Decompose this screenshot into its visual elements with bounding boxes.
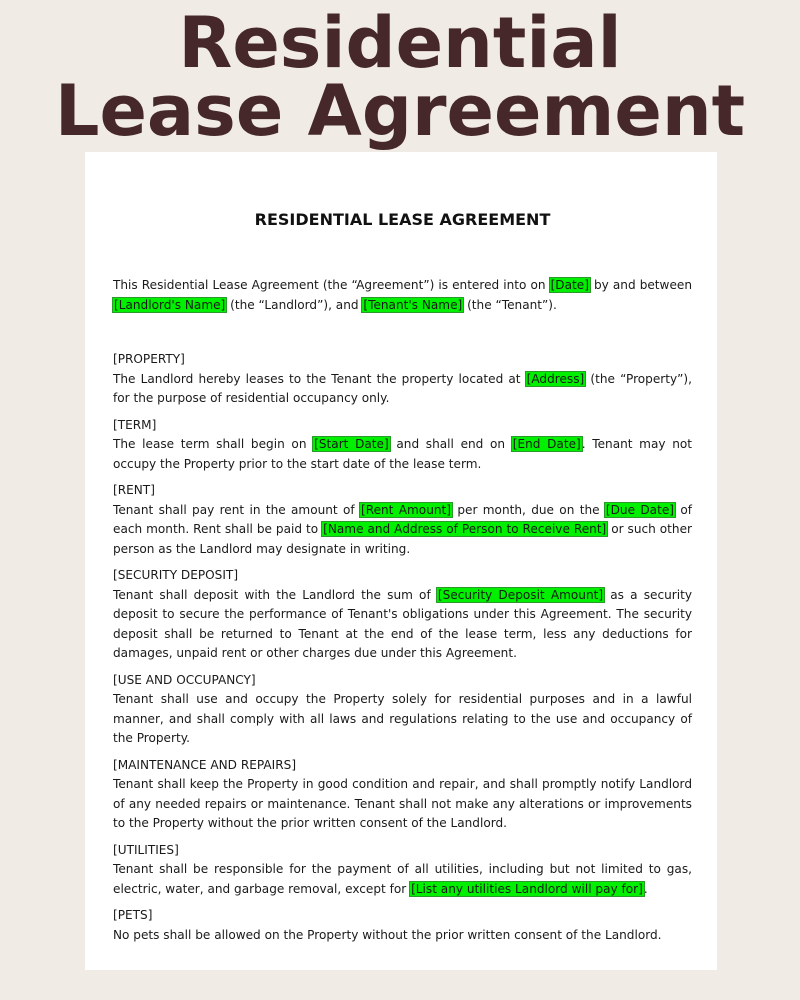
section-body: Tenant shall pay rent in the amount of [Rent Amount] per month, due on the [Due Date] of each month. Rent shall be paid to [Name and Address of Person to Receive Rent] or such other person as the Landlord may designate in writing. [113, 502, 693, 556]
section-body: Tenant shall be responsible for the payment of all utilities, including but not limited to gas, electric, water, and garbage removal, except for [List any utilities Landlord will pay for]. [113, 862, 692, 896]
section-pets [113, 906, 692, 945]
utilities-field[interactable]: [List any utilities Landlord will pay for] [411, 881, 643, 896]
section-body: Tenant shall keep the Property in good condition and repair, and shall promptly notify Landlord of any needed repairs or maintenance. Tenant shall not make any alterations or improvements to the Property without the prior written consent of the Landlord. [113, 777, 692, 830]
section-heading: [USE AND OCCUPANCY] [113, 672, 256, 687]
section-heading: [SECURITY DEPOSIT] [113, 568, 239, 582]
intro-paragraph: This Residential Lease Agreement (the “Agreement”) is entered into on [Date] by and between [Landlord's Name] (the “Landlord”), and [Tenant's Name] (the “Tenant”). [113, 278, 692, 312]
document-page [85, 152, 717, 970]
address-field[interactable]: [Address] [526, 371, 585, 386]
rent-recipient-field[interactable]: [Name and Address of Person to Receive Rent] [323, 522, 607, 536]
section-body: The lease term shall begin on [Start Date] and shall end on [End Date]. Tenant may not occupy the Property prior to the start date of the lease term. [113, 437, 693, 471]
sections [113, 350, 692, 952]
section-body: No pets shall be allowed on the Property without the prior written consent of the Landlord. [113, 927, 662, 942]
document-title: RESIDENTIAL LEASE AGREEMENT [254, 210, 551, 229]
end-date-field[interactable]: [End Date] [512, 437, 581, 451]
start-date-field[interactable]: [Start Date] [314, 437, 389, 451]
section-heading: [UTILITIES] [113, 842, 179, 857]
rent-amount-field[interactable]: [Rent Amount] [361, 502, 452, 517]
due-date-field[interactable]: [Due Date] [605, 502, 674, 517]
section-rent [113, 481, 692, 559]
section-utilities [113, 841, 692, 900]
section-maintenance [113, 756, 692, 834]
section-heading: [PROPERTY] [113, 352, 185, 366]
landlord-name-field[interactable]: [Landlord's Name] [114, 297, 226, 312]
banner-title-line-1: Residential [178, 2, 622, 84]
section-body: The Landlord hereby leases to the Tenant the property located at [Address] (the “Property”), for the purpose of residential occupancy only. [113, 371, 692, 405]
banner-title-line-2: Lease Agreement [54, 70, 746, 152]
section-body: Tenant shall deposit with the Landlord the sum of [Security Deposit Amount] as a security deposit to secure the performance of Tenant's obligations under this Agreement. The security deposit shall be returned to Tenant at the end of the lease term, less any deductions for damages, unpaid rent or other charges due under this Agreement. [113, 587, 692, 660]
section-heading: [PETS] [113, 908, 153, 922]
date-field[interactable]: [Date] [550, 278, 589, 292]
section-heading: [MAINTENANCE AND REPAIRS] [113, 757, 297, 772]
section-property [113, 350, 692, 409]
banner [0, 0, 800, 150]
section-term [113, 416, 692, 475]
section-body: Tenant shall use and occupy the Property solely for residential purposes and in a lawful manner, and shall comply with all laws and regulations relating to the use and occupancy of the Property. [113, 692, 692, 745]
section-use-and-occupancy [113, 671, 692, 749]
section-security-deposit [113, 566, 692, 664]
section-heading: [TERM] [113, 417, 157, 432]
security-deposit-field[interactable]: [Security Deposit Amount] [437, 587, 604, 602]
tenant-name-field[interactable]: [Tenant's Name] [363, 297, 463, 312]
section-heading: [RENT] [113, 483, 155, 497]
